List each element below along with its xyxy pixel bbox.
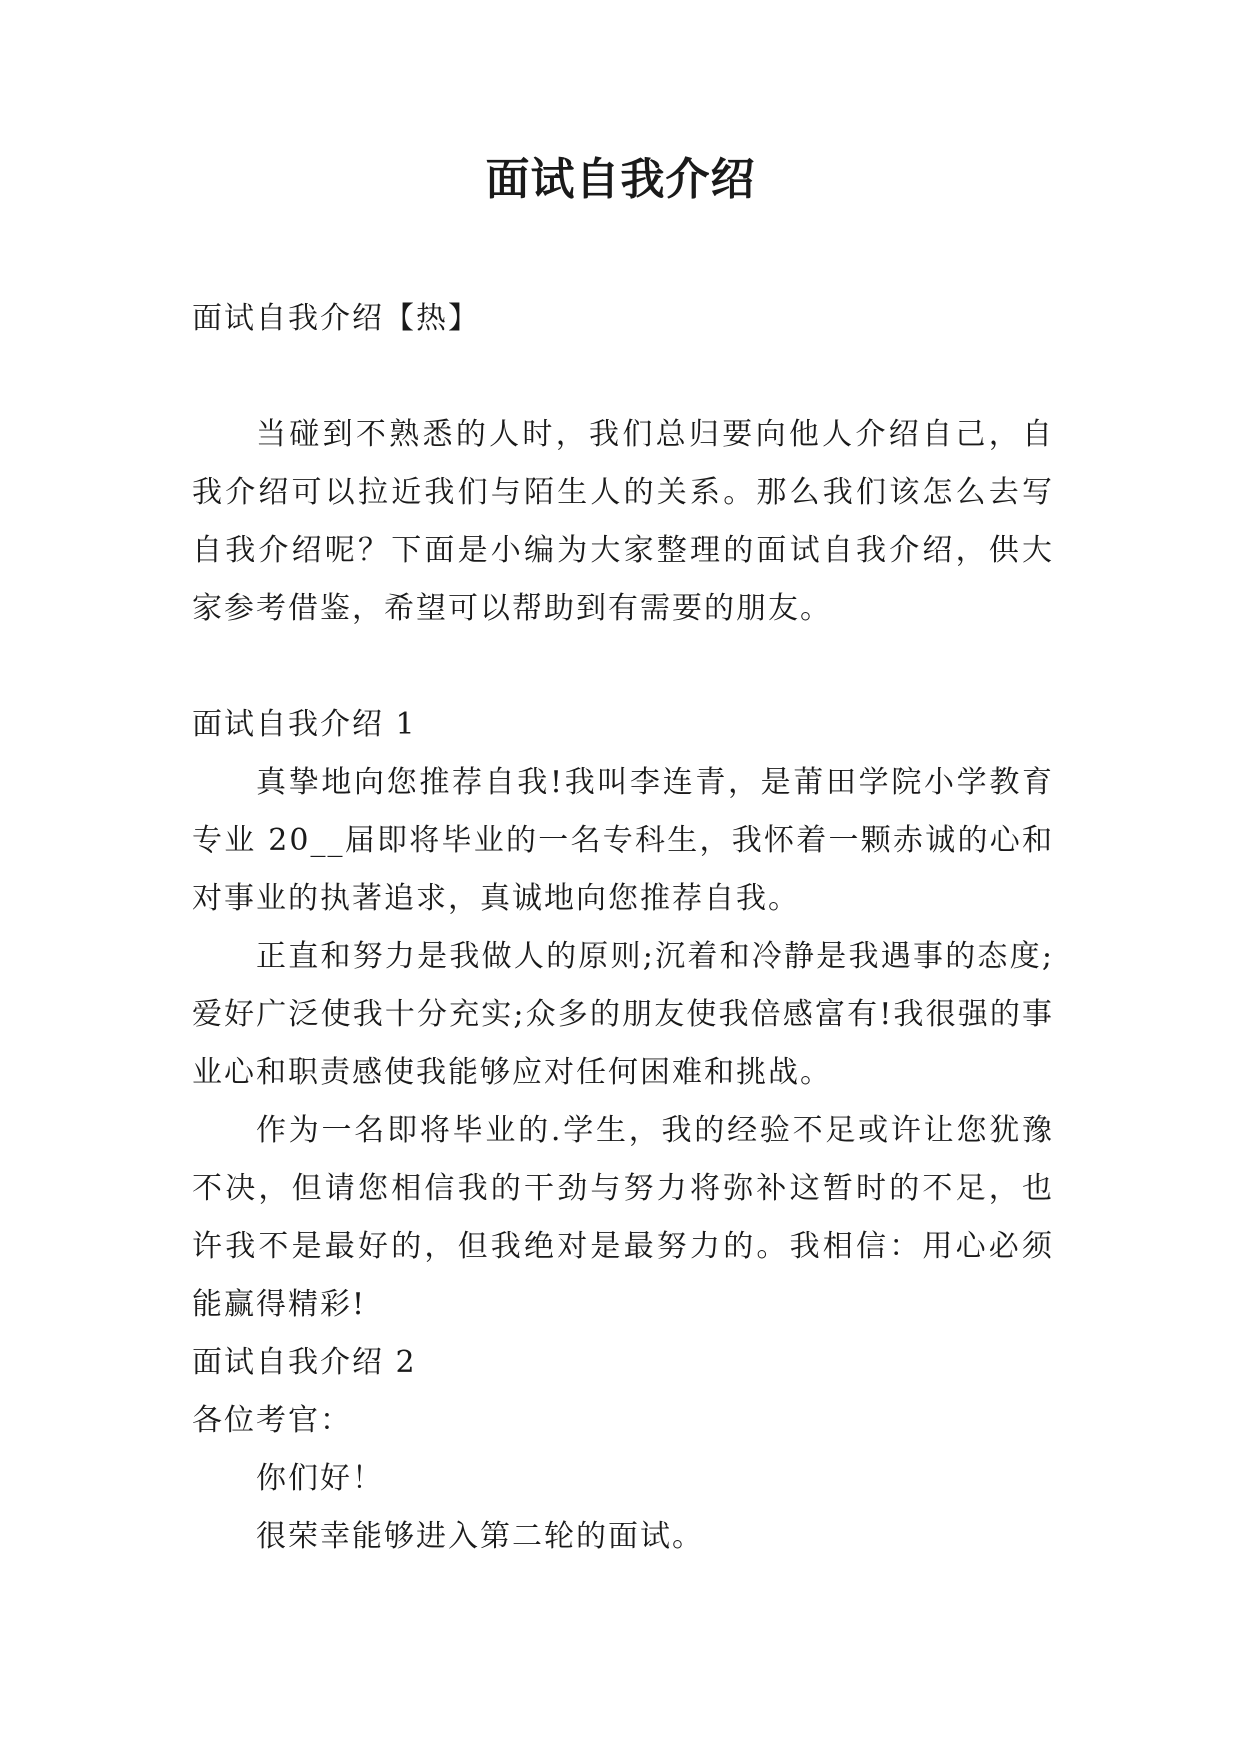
section2-paragraph: 你们好！	[256, 1461, 384, 1496]
section1-paragraph: 作为一名即将毕业的.学生，我的经验不足或许让您犹豫不决，但请您相信我的干劲与努力将弥补这暂时的不足，也许我不是最好的，但我绝对是最努力的。我相信：用心必须能赢得精彩!	[192, 1113, 1054, 1322]
intro-paragraph: 当碰到不熟悉的人时，我们总归要向他人介绍自己，自我介绍可以拉近我们与陌生人的关系。那么我们该怎么去写自我介绍呢？下面是小编为大家整理的面试自我介绍，供大家参考借鉴，希望可以帮助到有需要的朋友。	[192, 417, 1054, 626]
document-subtitle: 面试自我介绍【热】	[192, 301, 480, 336]
section1-paragraph: 正直和努力是我做人的原则;沉着和冷静是我遇事的态度;爱好广泛使我十分充实;众多的朋友使我倍感富有!我很强的事业心和职责感使我能够应对任何困难和挑战。	[192, 939, 1054, 1090]
section1-paragraph: 真挚地向您推荐自我!我叫李连青，是莆田学院小学教育专业 20__届即将毕业的一名专科生，我怀着一颗赤诚的心和对事业的执著追求，真诚地向您推荐自我。	[192, 765, 1054, 916]
document-title: 面试自我介绍	[485, 154, 756, 205]
document-body	[192, 290, 1054, 1566]
section2-paragraph: 很荣幸能够进入第二轮的面试。	[256, 1519, 704, 1554]
section2-heading: 面试自我介绍 2	[192, 1345, 417, 1380]
section2-salutation: 各位考官：	[192, 1403, 352, 1438]
section1-heading: 面试自我介绍 1	[192, 707, 417, 742]
